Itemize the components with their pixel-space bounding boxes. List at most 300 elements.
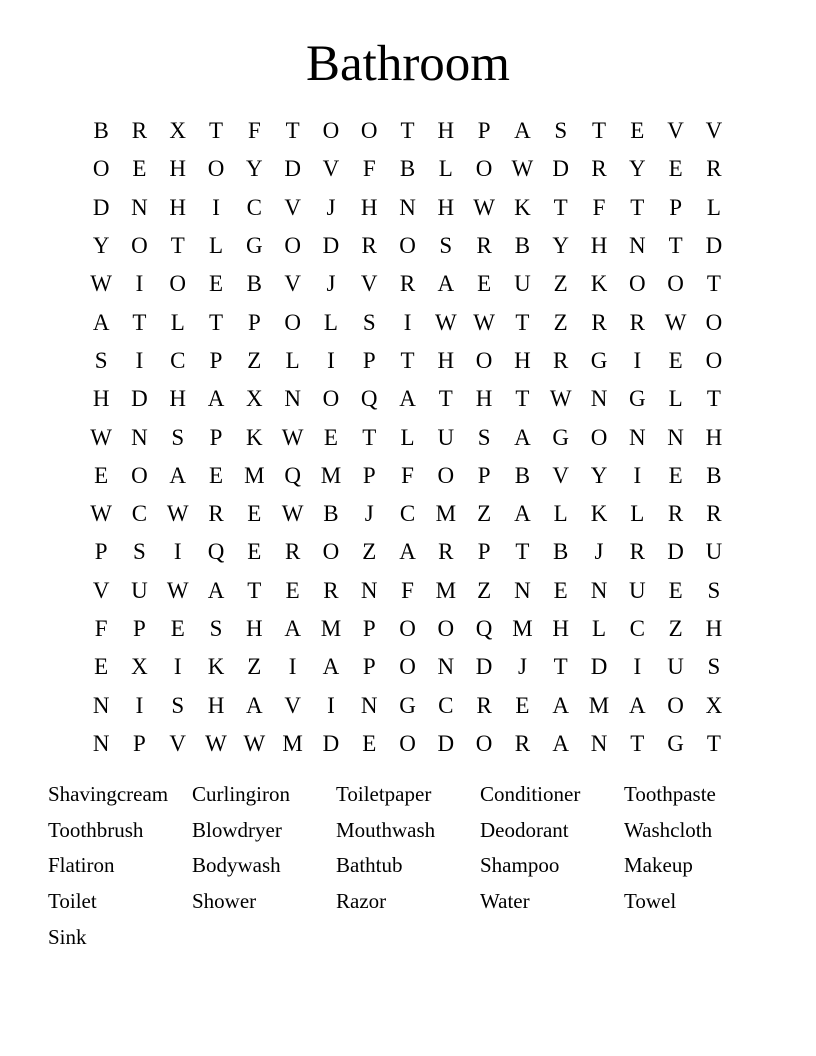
grid-letter: H [92, 386, 110, 412]
grid-letter: R [553, 347, 569, 373]
grid-letter: N [514, 577, 531, 603]
grid-letter: G [628, 386, 646, 412]
grid-letter: N [284, 386, 301, 412]
grid-letter: W [205, 730, 227, 756]
grid-letter: L [591, 616, 607, 641]
grid-letter: B [246, 271, 262, 297]
grid-row [82, 112, 734, 150]
grid-letter: E [170, 616, 185, 641]
grid-letter: Z [477, 501, 492, 527]
word-list-item: Conditioner [480, 782, 581, 806]
grid-letter: E [285, 577, 300, 603]
grid-letter: H [437, 118, 455, 144]
grid-letter: L [323, 309, 338, 335]
grid-letter: N [628, 233, 646, 259]
grid-letter: E [477, 271, 492, 297]
grid-letter: S [171, 692, 185, 718]
grid-letter: N [628, 424, 646, 450]
grid-letter: C [170, 347, 186, 373]
grid-letter: O [437, 462, 455, 488]
grid-letter: O [667, 692, 684, 718]
grid-letter: L [438, 156, 453, 182]
grid-letter: R [706, 501, 722, 527]
grid-letter: D [92, 194, 110, 220]
grid-letter: S [439, 233, 453, 259]
grid-letter: T [362, 424, 377, 450]
grid-letter: Z [477, 577, 492, 603]
grid-letter: S [133, 539, 146, 565]
grid-letter: T [285, 118, 300, 144]
grid-letter: V [360, 271, 378, 297]
grid-letter: I [212, 194, 220, 220]
grid-letter: O [322, 118, 340, 144]
grid-letter: O [360, 118, 378, 144]
grid-letter: I [288, 654, 297, 680]
grid-letter: E [668, 577, 683, 603]
grid-letter: Y [590, 462, 608, 488]
word-list-item: Shavingcream [48, 782, 169, 806]
grid-letter: Q [207, 539, 225, 565]
grid-letter: L [668, 386, 683, 412]
word-list-item: Bodywash [192, 853, 281, 878]
grid-letter: I [135, 692, 144, 718]
letter-grid [82, 112, 734, 763]
grid-letter: E [668, 347, 683, 373]
grid-row [82, 189, 734, 227]
word-list-item: Makeup [624, 853, 693, 878]
grid-letter: P [362, 654, 376, 680]
grid-letter: E [630, 118, 645, 144]
grid-letter: S [707, 577, 721, 603]
grid-letter: P [362, 616, 376, 641]
grid-letter: T [132, 309, 147, 335]
grid-row [82, 150, 734, 188]
grid-letter: P [477, 539, 491, 565]
grid-letter: T [515, 386, 530, 412]
grid-letter: R [667, 501, 684, 527]
grid-letter: U [628, 577, 646, 603]
grid-letter: S [362, 309, 376, 335]
grid-letter: S [94, 347, 108, 373]
grid-letter: G [667, 730, 684, 756]
grid-letter: E [553, 577, 568, 603]
grid-letter: K [590, 501, 608, 527]
grid-row [82, 495, 734, 533]
grid-letter: S [477, 424, 491, 450]
grid-row [82, 418, 734, 456]
word-list-item: Sink [48, 924, 87, 949]
grid-letter: O [475, 730, 493, 756]
grid-letter: O [399, 616, 416, 641]
grid-letter: M [320, 616, 342, 641]
grid-letter: T [209, 118, 224, 144]
grid-letter: I [135, 271, 144, 297]
grid-letter: Q [360, 386, 378, 412]
grid-letter: A [514, 424, 531, 450]
grid-letter: B [399, 156, 416, 182]
word-list-item: Curlingiron [192, 782, 290, 806]
grid-row [82, 303, 734, 341]
grid-letter: U [131, 577, 148, 603]
grid-letter: E [247, 539, 262, 565]
word-list-item: Flatiron [48, 853, 115, 878]
grid-letter: V [322, 156, 340, 182]
grid-letter: E [209, 271, 224, 297]
grid-letter: U [514, 271, 531, 297]
grid-letter: H [360, 194, 378, 220]
grid-letter: N [590, 730, 608, 756]
word-list-item: Toothpaste [624, 782, 716, 806]
grid-letter: D [590, 654, 608, 680]
grid-letter: W [243, 730, 266, 756]
word-list-item: Washcloth [624, 817, 713, 842]
grid-letter: V [92, 577, 110, 603]
grid-letter: T [630, 194, 645, 220]
grid-letter: B [553, 539, 569, 565]
grid-letter: Q [284, 462, 301, 488]
grid-letter: H [552, 616, 570, 641]
grid-letter: V [169, 730, 187, 756]
grid-letter: L [630, 501, 645, 527]
grid-letter: T [706, 271, 721, 297]
grid-letter: B [323, 501, 339, 527]
grid-letter: A [437, 271, 455, 297]
grid-letter: T [438, 386, 453, 412]
grid-letter: C [399, 501, 416, 527]
grid-letter: T [247, 577, 262, 603]
grid-letter: P [133, 730, 146, 756]
grid-row [82, 265, 734, 303]
grid-letter: V [552, 462, 570, 488]
grid-letter: O [475, 347, 493, 373]
grid-letter: P [209, 424, 223, 450]
grid-letter: E [209, 462, 224, 488]
grid-letter: P [477, 462, 491, 488]
grid-letter: V [284, 194, 301, 220]
grid-row [82, 572, 734, 610]
grid-letter: Z [668, 616, 683, 641]
grid-letter: S [554, 118, 568, 144]
grid-letter: M [282, 730, 303, 756]
word-list-item: Deodorant [480, 817, 569, 842]
grid-letter: E [668, 462, 683, 488]
grid-letter: T [706, 730, 721, 756]
grid-letter: H [169, 194, 187, 220]
grid-letter: T [706, 386, 721, 412]
grid-letter: W [473, 194, 495, 220]
word-list-item: Toilet [48, 889, 97, 914]
grid-letter: D [322, 730, 340, 756]
grid-letter: H [514, 347, 531, 373]
grid-row [82, 342, 734, 380]
grid-letter: I [633, 462, 642, 488]
grid-letter: U [437, 424, 455, 450]
grid-letter: F [401, 577, 414, 603]
grid-letter: R [438, 539, 454, 565]
grid-letter: W [473, 309, 495, 335]
grid-letter: O [667, 271, 684, 297]
grid-letter: G [590, 347, 608, 373]
grid-letter: J [594, 539, 604, 565]
grid-letter: W [90, 424, 112, 450]
grid-letter: A [514, 118, 531, 144]
grid-letter: B [706, 462, 722, 488]
grid-letter: I [173, 539, 182, 565]
grid-letter: Z [362, 539, 377, 565]
grid-letter: R [629, 309, 645, 335]
word-list-item: Towel [624, 889, 677, 914]
grid-letter: N [360, 577, 378, 603]
grid-letter: J [326, 271, 336, 297]
grid-letter: G [399, 692, 416, 718]
grid-letter: H [169, 156, 187, 182]
grid-letter: Z [247, 347, 262, 373]
grid-letter: D [284, 156, 301, 182]
grid-letter: O [284, 233, 301, 259]
grid-letter: O [131, 233, 148, 259]
grid-letter: O [475, 156, 493, 182]
grid-letter: P [477, 118, 491, 144]
grid-letter: V [284, 692, 301, 718]
word-list-item: Shampoo [480, 853, 560, 878]
grid-letter: T [553, 194, 568, 220]
grid-letter: I [327, 347, 335, 373]
grid-letter: A [552, 692, 570, 718]
grid-letter: A [628, 692, 646, 718]
grid-row [82, 457, 734, 495]
grid-letter: H [705, 616, 723, 641]
word-list-item: Toothbrush [48, 817, 144, 842]
grid-letter: F [362, 156, 376, 182]
grid-letter: C [629, 616, 645, 641]
grid-letter: D [552, 156, 570, 182]
grid-letter: A [552, 730, 570, 756]
grid-letter: R [591, 156, 607, 182]
word-list-item: Blowdryer [192, 817, 282, 842]
grid-letter: B [514, 462, 531, 488]
grid-letter: R [706, 156, 722, 182]
grid-letter: J [517, 654, 527, 680]
grid-letter: W [664, 309, 687, 335]
grid-letter: E [323, 424, 338, 450]
grid-letter: V [284, 271, 301, 297]
grid-letter: N [437, 654, 455, 680]
grid-letter: O [628, 271, 646, 297]
grid-letter: E [515, 692, 530, 718]
grid-letter: R [323, 577, 339, 603]
grid-letter: T [400, 347, 415, 373]
grid-letter: A [169, 462, 187, 488]
grid-letter: A [207, 577, 225, 603]
grid-row [82, 648, 734, 686]
grid-letter: D [437, 730, 455, 756]
grid-letter: S [209, 616, 223, 641]
grid-letter: O [92, 156, 110, 182]
grid-letter: S [707, 654, 721, 680]
grid-letter: W [281, 501, 304, 527]
grid-letter: N [92, 730, 110, 756]
grid-letter: A [207, 386, 225, 412]
grid-letter: W [511, 156, 534, 182]
grid-letter: Q [475, 616, 493, 641]
grid-letter: I [633, 347, 642, 373]
grid-letter: D [322, 233, 340, 259]
word-list [48, 777, 768, 955]
grid-letter: Z [247, 654, 262, 680]
grid-letter: R [514, 730, 531, 756]
grid-letter: E [247, 501, 262, 527]
grid-row [82, 725, 734, 763]
grid-letter: D [667, 539, 684, 565]
grid-letter: L [553, 501, 568, 527]
grid-letter: R [284, 539, 301, 565]
grid-letter: I [633, 654, 642, 680]
grid-letter: O [322, 539, 340, 565]
grid-letter: P [362, 462, 376, 488]
grid-letter: W [90, 271, 112, 297]
grid-row [82, 380, 734, 418]
grid-letter: H [437, 347, 455, 373]
grid-letter: W [166, 501, 189, 527]
grid-letter: T [515, 539, 530, 565]
grid-letter: O [399, 730, 416, 756]
grid-letter: R [476, 692, 492, 718]
grid-letter: N [92, 692, 110, 718]
grid-letter: P [133, 616, 146, 641]
grid-letter: C [438, 692, 454, 718]
grid-letter: M [435, 501, 457, 527]
grid-letter: O [705, 309, 723, 335]
grid-letter: L [400, 424, 415, 450]
grid-letter: F [247, 118, 261, 144]
grid-letter: M [320, 462, 342, 488]
grid-letter: B [93, 118, 109, 144]
grid-letter: A [92, 309, 110, 335]
grid-letter: K [514, 194, 531, 220]
grid-letter: N [131, 194, 148, 220]
grid-letter: W [549, 386, 572, 412]
grid-letter: T [591, 118, 607, 144]
grid-letter: L [170, 309, 185, 335]
grid-letter: M [512, 616, 533, 641]
grid-letter: H [246, 616, 263, 641]
grid-letter: M [435, 577, 457, 603]
grid-letter: E [668, 156, 683, 182]
grid-letter: R [131, 118, 148, 144]
page-title: Bathroom [306, 36, 510, 92]
grid-letter: O [169, 271, 187, 297]
grid-letter: U [705, 539, 723, 565]
grid-letter: W [90, 501, 112, 527]
grid-letter: H [169, 386, 187, 412]
grid-letter: L [706, 194, 721, 220]
grid-letter: J [364, 501, 374, 527]
grid-letter: S [171, 424, 185, 450]
word-list-item: Shower [192, 889, 257, 914]
grid-letter: N [667, 424, 684, 450]
grid-letter: G [552, 424, 570, 450]
grid-letter: T [170, 233, 185, 259]
grid-letter: A [284, 616, 301, 641]
grid-letter: K [207, 654, 225, 680]
grid-letter: X [246, 386, 263, 412]
grid-letter: P [247, 309, 261, 335]
grid-letter: H [437, 194, 455, 220]
grid-letter: T [209, 309, 224, 335]
grid-letter: W [281, 424, 304, 450]
grid-letter: F [94, 616, 108, 641]
grid-letter: P [94, 539, 108, 565]
grid-letter: K [590, 271, 608, 297]
grid-letter: B [514, 233, 531, 259]
grid-letter: F [401, 462, 414, 488]
grid-row [82, 533, 734, 571]
grid-letter: H [590, 233, 608, 259]
grid-letter: A [514, 501, 531, 527]
grid-letter: N [360, 692, 378, 718]
grid-letter: N [131, 424, 148, 450]
grid-letter: D [131, 386, 148, 412]
grid-letter: L [285, 347, 300, 373]
grid-letter: N [399, 194, 416, 220]
grid-letter: Z [553, 271, 568, 297]
grid-letter: A [399, 386, 416, 412]
grid-letter: O [207, 156, 225, 182]
grid-letter: V [705, 118, 723, 144]
grid-letter: I [135, 347, 144, 373]
grid-letter: Y [552, 233, 570, 259]
grid-letter: G [246, 233, 263, 259]
word-list-item: Razor [336, 889, 387, 914]
grid-letter: H [207, 692, 225, 718]
grid-letter: Y [92, 233, 110, 259]
grid-letter: E [132, 156, 147, 182]
grid-letter: I [403, 309, 412, 335]
grid-letter: C [246, 194, 262, 220]
grid-letter: P [362, 347, 376, 373]
grid-letter: O [284, 309, 301, 335]
grid-letter: I [173, 654, 182, 680]
grid-letter: U [667, 654, 684, 680]
grid-row [82, 686, 734, 724]
grid-letter: O [399, 654, 416, 680]
word-list-item: Mouthwash [336, 817, 436, 842]
grid-letter: N [590, 386, 608, 412]
grid-letter: A [322, 654, 340, 680]
grid-letter: D [705, 233, 723, 259]
grid-letter: M [244, 462, 265, 488]
grid-letter: D [475, 654, 493, 680]
grid-letter: W [434, 309, 457, 335]
grid-letter: M [588, 692, 610, 718]
grid-letter: C [131, 501, 148, 527]
grid-letter: O [399, 233, 416, 259]
grid-letter: Y [628, 156, 646, 182]
word-list-item: Bathtub [336, 853, 403, 878]
grid-letter: E [362, 730, 377, 756]
grid-letter: R [476, 233, 492, 259]
grid-letter: T [668, 233, 683, 259]
grid-letter: T [400, 118, 415, 144]
grid-letter: R [361, 233, 377, 259]
grid-letter: O [705, 347, 723, 373]
grid-letter: O [590, 424, 608, 450]
word-list-item: Toiletpaper [336, 782, 432, 806]
grid-letter: E [94, 654, 109, 680]
grid-row [82, 227, 734, 265]
grid-letter: O [437, 616, 455, 641]
grid-letter: P [669, 194, 682, 220]
